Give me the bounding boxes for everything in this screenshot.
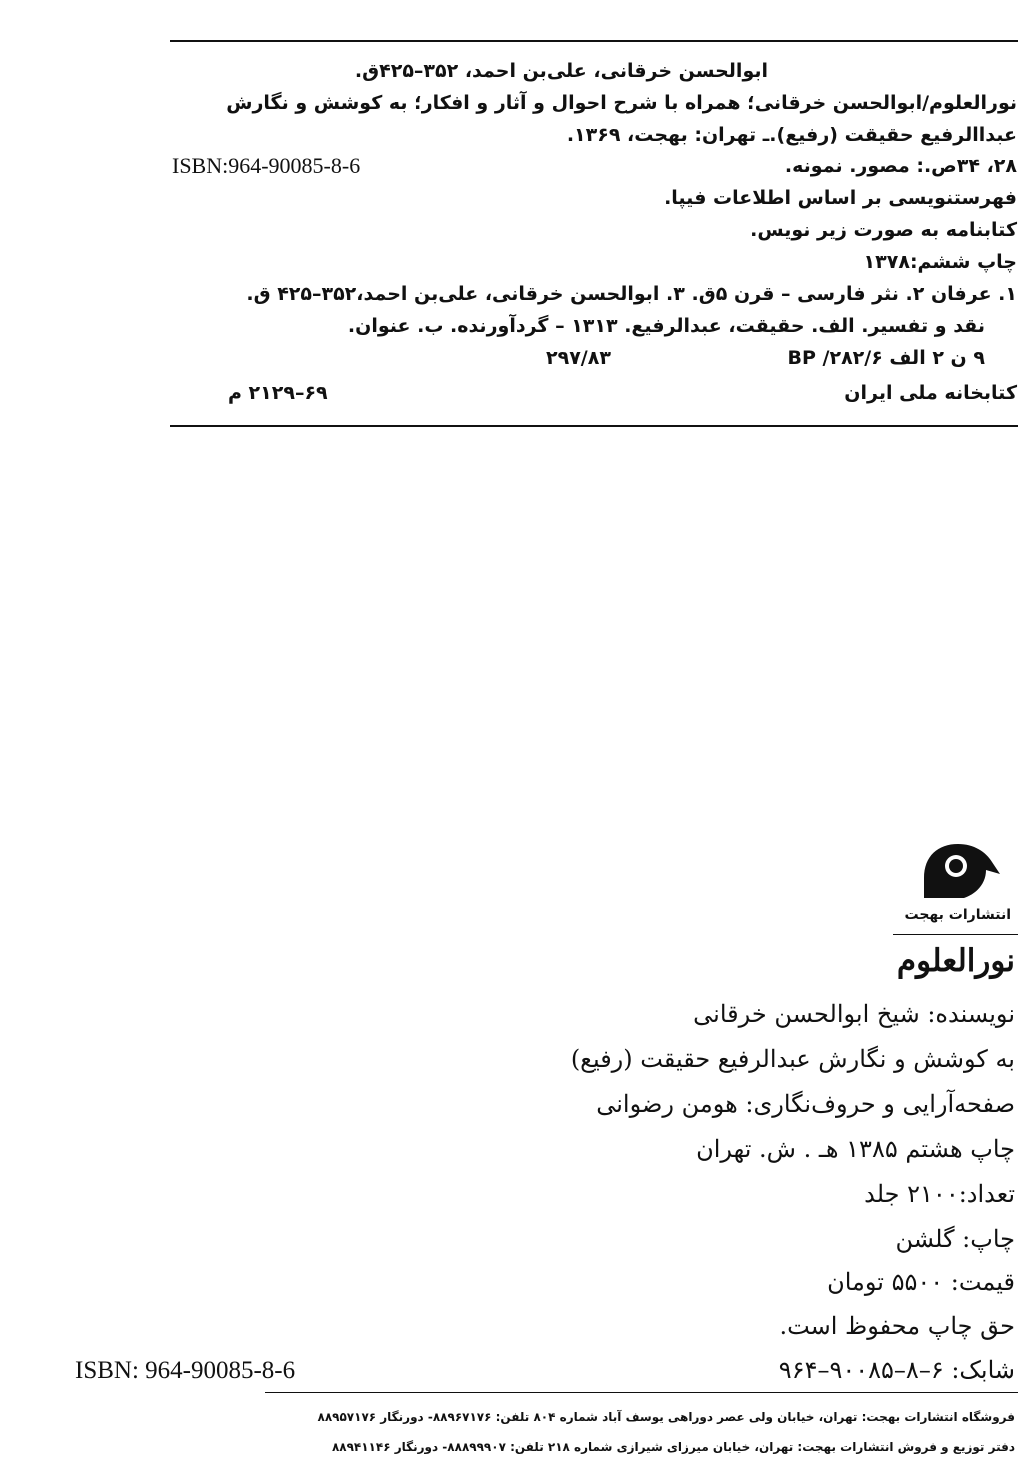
- cip-top-rule: [170, 40, 1018, 42]
- cip-fipa-note: فهرستنویسی بر اساس اطلاعات فیپا.: [664, 187, 1017, 209]
- book-author: نویسنده: شیخ ابوالحسن خرقانی: [693, 1000, 1015, 1028]
- cip-bibliography-note: کتابنامه به صورت زیر نویس.: [750, 219, 1017, 241]
- bird-head-logo-icon: [920, 842, 1002, 898]
- book-edition: چاپ هشتم ۱۳۸۵ هـ . ش. تهران: [696, 1135, 1015, 1163]
- publisher-name: انتشارات بهجت: [904, 907, 1011, 923]
- cip-title-line-2: عبداالرفیع حقیقت (رفیع).ـ تهران: بهجت، ۱۳۶۹.: [566, 124, 1017, 146]
- cip-author-line: ابوالحسن خرقانی، علی‌بن احمد، ۳۵۲–۴۲۵ق.: [354, 60, 768, 82]
- book-copyright: حق چاپ محفوظ است.: [779, 1312, 1015, 1340]
- book-isbn-persian: شابک: ۶–۸–۹۰۰۸۵–۹۶۴: [778, 1356, 1015, 1384]
- publisher-underline: [893, 934, 1018, 935]
- book-editor: به کوشش و نگارش عبدالرفیع حقیقت (رفیع): [570, 1045, 1015, 1073]
- cip-call-number: ۹ ن ۲ الف ۲۸۲/۶/ BP: [787, 347, 985, 369]
- book-layout-credit: صفحه‌آرایی و حروف‌نگاری: هومن رضوانی: [596, 1090, 1015, 1118]
- book-title: نورالعلوم: [896, 943, 1015, 979]
- cip-isbn: ISBN:964-90085-8-6: [172, 153, 361, 178]
- footer-store-address: فروشگاه انتشارات بهجت: تهران، خیابان ولی عصر دوراهی یوسف آباد شماره ۸۰۴ تلفن: ۸۸۹۶۷۱۷۶- دورنگار ۸۸۹۵۷۱۷۶: [317, 1410, 1015, 1424]
- book-print-run: تعداد:۲۱۰۰ جلد: [864, 1180, 1015, 1208]
- book-printer: چاپ: گلشن: [895, 1225, 1015, 1253]
- book-isbn-english: ISBN: 964-90085-8-6: [75, 1357, 296, 1384]
- book-price: قیمت: ۵۵۰۰ تومان: [827, 1268, 1015, 1296]
- cip-physical-description: ۲۸، ۳۴ص.: مصور. نمونه.: [784, 155, 1017, 177]
- footer-distribution-address: دفتر توزیع و فروش انتشارات بهجت: تهران، خیابان میرزای شیرازی شماره ۲۱۸ تلفن: ۸۸۸۹۹۹۰۷- دورنگار ۸۸۹۴۱۱۴۶: [331, 1440, 1015, 1454]
- cip-library: کتابخانه ملی ایران: [844, 382, 1017, 404]
- cip-record-number: ۶۹–۲۱۲۹ م: [228, 382, 328, 404]
- footer-rule: [265, 1392, 1018, 1393]
- cip-bottom-rule: [170, 425, 1018, 427]
- cip-edition-note: چاپ ششم:۱۳۷۸: [863, 251, 1017, 273]
- cip-subjects-line-2: نقد و تفسیر. الف. حقیقت، عبدالرفیع. ۱۳۱۳ – گردآورنده. ب. عنوان.: [347, 315, 985, 337]
- cip-subjects-line-1: ۱. عرفان ۲. نثر فارسی – قرن ۵ق. ۳. ابوالحسن خرقانی، علی‌بن احمد،۳۵۲–۴۲۵ ق.: [246, 283, 1017, 305]
- cip-dewey-number: ۲۹۷/۸۳: [546, 347, 611, 369]
- cip-title-line-1: نورالعلوم/ابوالحسن خرقانی؛ همراه با شرح احوال و آثار و افکار؛ به کوشش و نگارش: [226, 92, 1017, 114]
